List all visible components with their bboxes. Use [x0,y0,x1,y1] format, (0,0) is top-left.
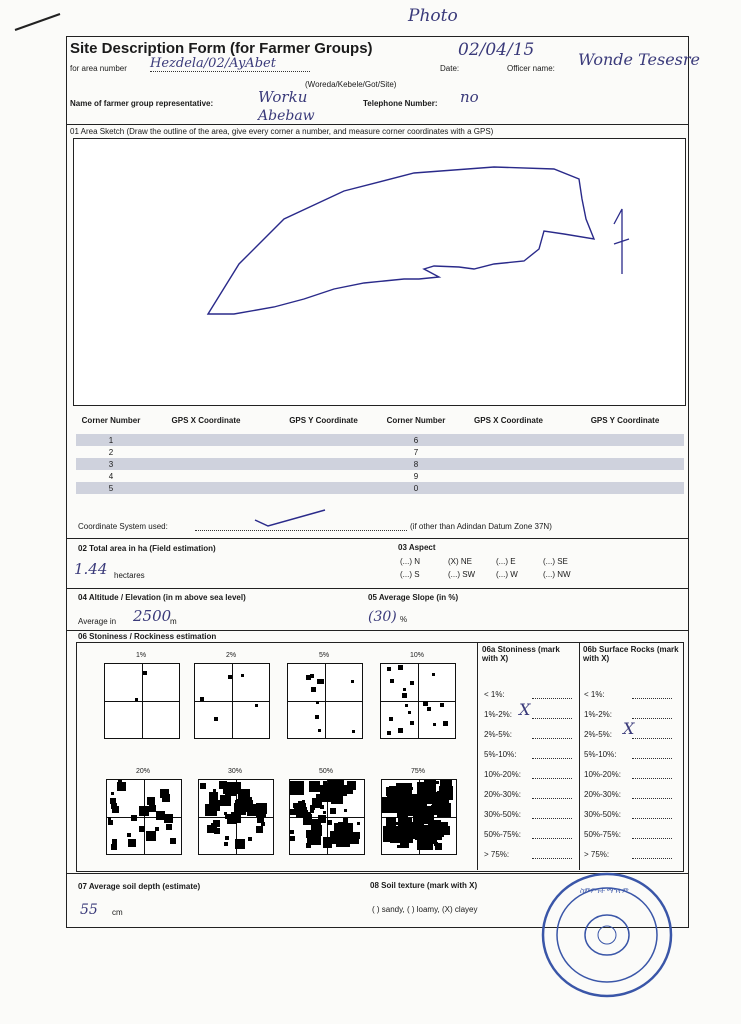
stone-mark [400,839,409,848]
pattern-label: 20% [135,768,150,775]
stone-mark [390,679,394,683]
stone-mark [135,698,138,701]
divider [477,642,478,870]
sketch-label: 01 Area Sketch (Draw the outline of the area, give every corner a number, and measure corner coordinates with a GPS) [70,127,494,136]
stoniness-label: 06 Stoniness / Rockiness estimation [78,632,217,641]
stone-mark [423,701,428,706]
stone-mark [111,844,117,850]
soil-depth-label: 07 Average soil depth (estimate) [78,882,201,891]
gps-header-corner: Corner Number [81,415,141,425]
surface-rocks-class-option[interactable]: 50%-75%: [584,830,621,839]
fill-line [632,778,672,779]
fill-line [632,738,672,739]
divider [66,538,688,539]
altitude-unit: m [170,617,177,626]
total-area-unit: hectares [114,571,145,580]
stone-mark [149,805,156,812]
stone-mark [427,707,431,711]
aspect-se[interactable]: (...) SE [543,557,568,566]
coord-system-label: Coordinate System used: [78,522,168,531]
stone-mark [256,807,266,817]
stone-mark [417,834,433,850]
area-outline-drawing [74,139,685,405]
pattern-label: 50% [318,768,333,775]
col-a-title: 06a Stoniness (mark with X) [482,645,560,663]
stoniness-class-option[interactable]: 5%-10%: [484,750,517,759]
fill-line [632,718,672,719]
stoniness-mark[interactable]: X [519,700,531,719]
gps-header-y-2: GPS Y Coordinate [590,415,660,425]
corner-number: 6 [381,434,451,446]
gps-x-cell[interactable] [451,434,566,446]
stone-mark [344,809,347,812]
divider [66,588,688,589]
gps-x-cell[interactable] [146,434,266,446]
fill-line [632,818,672,819]
fill-line [532,798,572,799]
stamp-text: ስምምነት ማኅተም [580,888,629,895]
stone-mark [311,819,321,829]
corner-number: 9 [413,471,419,481]
official-stamp [540,870,674,1000]
stoniness-class-option[interactable]: 2%-5%: [484,730,513,739]
stone-mark [330,831,343,844]
stone-mark [111,792,114,795]
stone-mark [146,831,156,841]
stone-mark [225,836,229,840]
stone-mark [428,824,440,836]
checkmark-icon [250,506,330,530]
aspect-n[interactable]: (...) N [400,557,420,566]
stone-mark [440,703,444,707]
table-row [76,482,684,494]
fill-line [532,718,572,719]
pattern-label: 30% [227,768,242,775]
stone-mark [311,687,316,692]
fill-line [632,858,672,859]
stone-mark [403,688,406,691]
soil-texture-label: 08 Soil texture (mark with X) [370,881,478,890]
stone-mark [431,798,435,802]
stone-mark [302,800,305,803]
stone-mark [166,824,172,830]
stone-mark [441,826,450,835]
stone-mark [316,701,319,704]
stone-mark [241,674,244,677]
stone-mark [290,830,294,834]
altitude-value[interactable]: 2500 [133,607,172,625]
stone-mark [334,823,343,832]
gps-x-cell[interactable] [451,458,566,470]
stone-mark [330,808,336,814]
corner-number: 8 [381,458,451,470]
fill-line [532,758,572,759]
surface-rocks-mark[interactable]: X [623,719,635,738]
stone-mark [316,794,324,802]
stone-mark [443,721,448,726]
corner-number: 5 [76,482,146,494]
sketch-area[interactable] [73,138,686,406]
stone-mark [310,674,314,678]
stone-mark [387,731,391,735]
gps-table [76,406,684,494]
soil-depth-value[interactable]: 55 [80,902,98,918]
stone-mark [410,681,414,685]
phone-value[interactable]: no [460,88,479,106]
altitude-label: 04 Altitude / Elevation (in m above sea level) [78,593,246,602]
total-area-label: 02 Total area in ha (Field estimation) [78,544,216,553]
date-value[interactable]: 02/04/15 [458,40,535,60]
stoniness-pattern [194,663,270,739]
gps-header-y: GPS Y Coordinate [289,415,358,425]
soil-depth-unit: cm [112,908,123,917]
officer-value[interactable]: Wonde Tesesre [578,50,700,69]
gps-y-cell[interactable] [266,446,381,458]
stone-mark [248,837,252,841]
gps-y-cell[interactable] [566,446,684,458]
stone-mark [318,729,321,732]
stone-mark [434,807,442,815]
gps-x-cell[interactable] [146,470,266,482]
stone-mark [389,717,393,721]
altitude-avg-label: Average in [78,617,117,626]
aspect-label: 03 Aspect [398,543,436,552]
aspect-w[interactable]: (...) W [496,570,518,579]
stone-mark [307,831,321,845]
gps-y-cell[interactable] [266,458,381,470]
stone-mark [405,704,408,707]
stone-mark [434,842,438,846]
stone-mark [213,789,216,792]
divider [66,630,688,631]
aspect-ne[interactable]: (X) NE [448,557,472,566]
corner-number: 3 [76,458,146,470]
gps-header-x-2: GPS X Coordinate [474,415,543,425]
gps-y-cell[interactable] [266,470,381,482]
stone-mark [422,815,429,822]
gps-y-cell[interactable] [566,470,684,482]
gps-y-cell[interactable] [566,482,684,494]
stone-mark [414,807,419,812]
corner-number: 0 [381,482,451,494]
corner-number: 7 [413,447,419,457]
stoniness-pattern [287,663,363,739]
stone-mark [164,814,173,823]
stone-mark [108,820,113,825]
rep-value-line1[interactable]: Worku [258,88,308,106]
fill-line [532,818,572,819]
stone-mark [328,780,341,793]
slope-label: 05 Average Slope (in %) [368,593,459,602]
stone-mark [310,805,315,810]
officer-label: Officer name: [507,64,555,73]
area-number-label: for area number [70,64,127,73]
stoniness-class-option[interactable]: 30%-50%: [484,810,521,819]
fill-line [532,778,572,779]
stone-mark [214,717,218,721]
woreda-hint: (Woreda/Kebele/Got/Site) [305,80,397,89]
stoniness-pattern [104,663,180,739]
stone-mark [432,673,435,676]
area-number-value[interactable]: Hezdela/02/AyAbet [150,56,310,72]
fill-line [532,698,572,699]
gps-x-cell[interactable] [451,482,566,494]
stone-mark [170,838,176,844]
table-row [76,458,684,470]
gps-x-cell[interactable] [146,458,266,470]
stoniness-pattern [381,779,457,855]
stone-mark [112,806,119,813]
stone-mark [118,780,122,784]
phone-label: Telephone Number: [363,99,438,108]
stone-mark [224,842,228,846]
stoniness-class-option[interactable]: > 75%: [484,850,510,859]
gps-header-x: GPS X Coordinate [171,415,241,425]
stone-mark [235,800,247,812]
stone-mark [228,675,232,679]
stone-mark [408,822,415,829]
stoniness-pattern [198,779,274,855]
aspect-e[interactable]: (...) E [496,557,516,566]
total-area-value[interactable]: 1.44 [74,560,108,578]
stone-mark [357,822,360,825]
surface-rocks-class-option[interactable]: > 75%: [584,850,610,859]
surface-rocks-class-option[interactable]: 5%-10%: [584,750,617,759]
stone-mark [383,826,399,842]
fill-line [632,798,672,799]
fill-line [532,838,572,839]
stone-mark [398,728,403,733]
surface-rocks-class-option[interactable]: 1%-2%: [584,710,613,719]
pattern-label: 5% [318,652,330,659]
stone-mark [437,791,449,803]
stone-mark [408,711,411,714]
stone-mark [431,790,435,794]
table-row [76,470,684,482]
stone-mark [319,679,324,684]
fill-line [632,758,672,759]
stone-mark [436,781,439,784]
stone-mark [200,697,204,701]
pattern-label: 2% [225,652,237,659]
stone-mark [127,833,131,837]
gps-header-corner-2: Corner Number [386,415,446,425]
stone-mark [255,704,258,707]
stone-mark [220,795,231,806]
stone-mark [235,839,245,849]
stoniness-class-option[interactable]: 50%-75%: [484,830,521,839]
aspect-s[interactable]: (...) S [400,570,420,579]
stone-mark [323,811,326,814]
stone-mark [205,804,217,816]
gps-y-cell[interactable] [566,434,684,446]
corner-number: 2 [108,447,114,457]
stone-mark [325,796,329,800]
stone-mark [143,671,147,675]
divider [66,124,688,125]
stone-mark [320,805,324,809]
stoniness-pattern [380,663,456,739]
stone-mark [139,806,149,816]
stone-mark [315,715,319,719]
soil-texture-options[interactable]: ( ) sandy, ( ) loamy, (X) clayey [372,905,478,914]
stone-mark [307,812,311,816]
gps-y-cell[interactable] [266,482,381,494]
gps-x-cell[interactable] [451,470,566,482]
stone-mark [256,826,263,833]
pattern-label: 10% [409,652,424,659]
stone-mark [200,783,206,789]
photo-note: Photo [408,6,458,26]
stone-mark [290,781,304,795]
coord-system-field[interactable] [195,530,407,531]
stone-mark [309,781,320,792]
pattern-label: 75% [410,768,425,775]
stoniness-class-option[interactable]: 20%-30%: [484,790,521,799]
coord-system-hint: (if other than Adindan Datum Zone 37N) [410,522,552,531]
stone-mark [156,811,165,820]
stone-mark [327,820,332,825]
gps-x-cell[interactable] [146,482,266,494]
stone-mark [128,839,136,847]
stoniness-pattern [289,779,365,855]
corner-number: 1 [76,434,146,446]
corner-number: 4 [108,471,114,481]
pattern-label: 1% [135,652,147,659]
col-b-title: 06b Surface Rocks (mark with X) [583,645,679,663]
gps-x-cell[interactable] [451,446,566,458]
stone-mark [398,665,403,670]
stone-mark [387,798,400,811]
stoniness-class-option[interactable]: 1%-2%: [484,710,513,719]
stone-mark [131,815,137,821]
fill-line [532,738,572,739]
surface-rocks-class-option[interactable]: 2%-5%: [584,730,613,739]
gps-x-cell[interactable] [146,446,266,458]
fill-line [532,858,572,859]
stone-mark [261,822,265,826]
stone-mark [290,836,295,841]
stone-mark [207,825,215,833]
stone-mark [290,809,296,815]
stone-mark [139,826,145,832]
stone-mark [410,787,413,790]
gps-y-cell[interactable] [266,434,381,446]
stone-mark [351,680,354,683]
stone-mark [402,693,407,698]
rep-label: Name of farmer group representative: [70,99,214,108]
surface-rocks-class-option[interactable]: 30%-50%: [584,810,621,819]
stone-mark [147,797,155,805]
aspect-sw[interactable]: (...) SW [448,570,476,579]
surface-rocks-class-option[interactable]: < 1%: [584,690,605,699]
stone-mark [323,781,327,785]
surface-rocks-class-option[interactable]: 20%-30%: [584,790,621,799]
aspect-nw[interactable]: (...) NW [543,570,571,579]
surface-rocks-class-option[interactable]: 10%-20%: [584,770,621,779]
stone-mark [344,786,351,793]
stone-mark [402,823,406,827]
stone-mark [231,812,241,822]
gps-y-cell[interactable] [566,458,684,470]
table-row [76,434,684,446]
stone-mark [433,723,436,726]
date-label: Date: [440,64,460,73]
stone-mark [160,789,169,798]
slope-value[interactable]: (30) [368,609,397,625]
stoniness-pattern [106,779,182,855]
table-row [76,446,684,458]
rep-value-line2[interactable]: Abebaw [258,108,315,124]
stoniness-class-option[interactable]: < 1%: [484,690,505,699]
stone-mark [343,818,348,823]
stoniness-class-option[interactable]: 10%-20%: [484,770,521,779]
form-title: Site Description Form (for Farmer Groups) [70,40,373,57]
stone-mark [387,667,391,671]
stone-mark [410,721,414,725]
fill-line [632,838,672,839]
fill-line [632,698,672,699]
stone-mark [352,730,355,733]
slope-unit: % [400,615,408,624]
divider [579,642,580,870]
